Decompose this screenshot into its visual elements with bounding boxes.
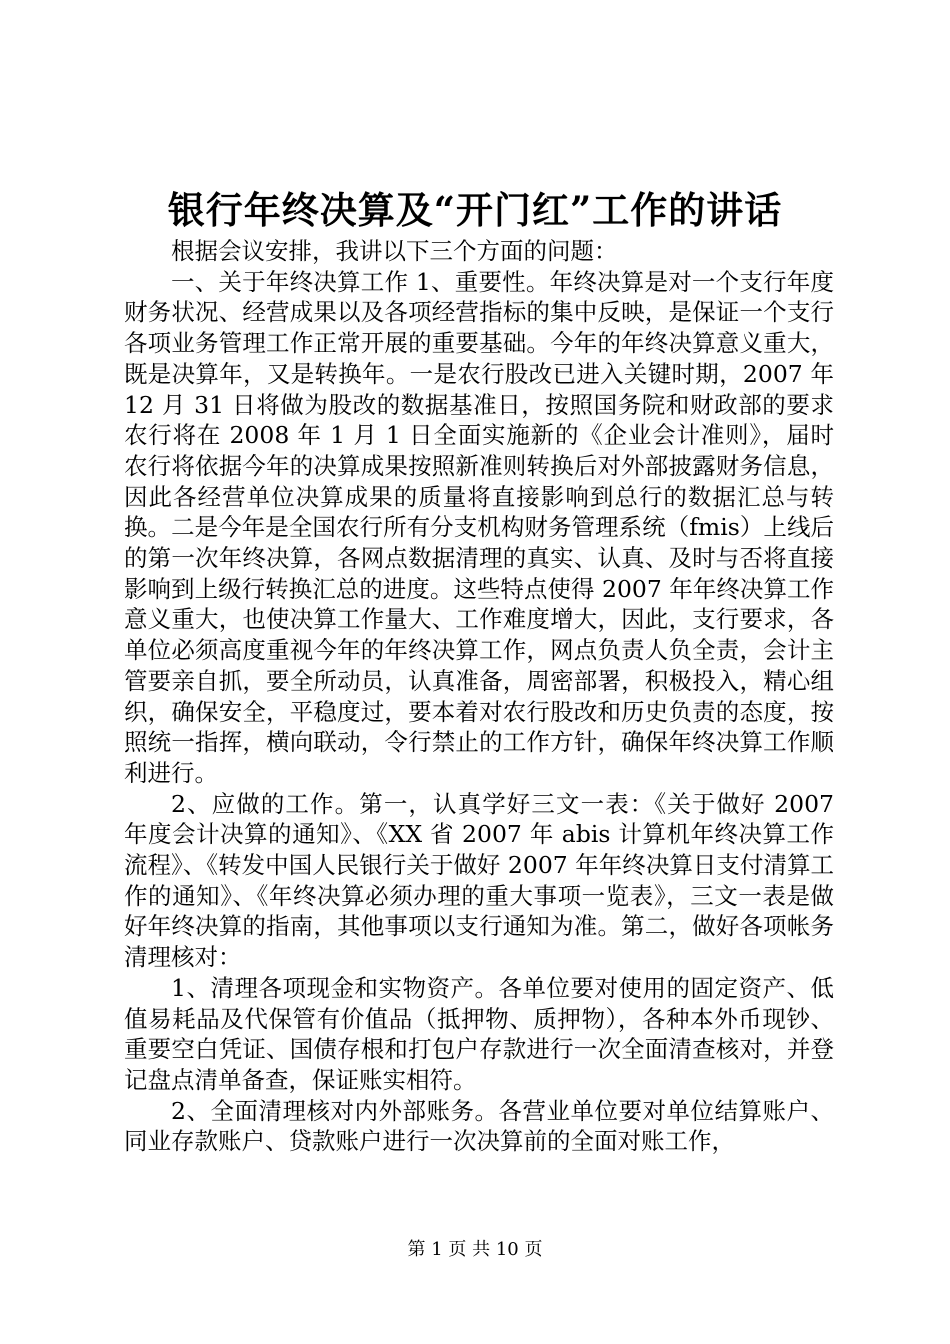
document-body	[124, 236, 834, 1157]
paragraph-item-2: 2、全面清理核对内外部账务。各营业单位要对单位结算账户、同业存款账户、贷款账户进行一次决算前的全面对账工作，	[124, 1096, 834, 1156]
document-title: 银行年终决算及“开门红”工作的讲话	[167, 188, 783, 232]
paragraph-section-1: 一、关于年终决算工作 1、重要性。年终决算是对一个支行年度财务状况、经营成果以及各项经营指标的集中反映，是保证一个支行各项业务管理工作正常开展的重要基础。今年的年终决算意义重大，既是决算年，又是转换年。一是农行股改已进入关键时期，2007 年 12 月 31 日将做为股改的数据基准日，按照国务院和财政部的要求农行将在 2008 年 1 月 1 日全面实施新的《企业会计准则》，届时农行将依据今年的决算成果按照新准则转换后对外部披露财务信息，因此各经营单位决算成果的质量将直接影响到总行的数据汇总与转换。二是今年是全国农行所有分支机构财务管理系统（fmis）上线后的第一次年终决算，各网点数据清理的真实、认真、及时与否将直接影响到上级行转换汇总的进度。这些特点使得 2007 年年终决算工作意义重大，也使决算工作量大、工作难度增大，因此，支行要求，各单位必须高度重视今年的年终决算工作，网点负责人负全责，会计主管要亲自抓，要全所动员，认真准备，周密部署，积极投入，精心组织，确保安全，平稳度过，要本着对农行股改和历史负责的态度，按照统一指挥，横向联动，令行禁止的工作方针，确保年终决算工作顺利进行。	[124, 267, 834, 787]
paragraph-item-1: 1、清理各项现金和实物资产。各单位要对使用的固定资产、低值易耗品及代保管有价值品（抵押物、质押物），各种本外币现钞、重要空白凭证、国债存根和打包户存款进行一次全面清查核对，并登记盘点清单备查，保证账实相符。	[124, 973, 834, 1094]
paragraph-section-2: 2、应做的工作。第一，认真学好三文一表：《关于做好 2007 年度会计决算的通知》、《XX 省 2007 年 abis 计算机年终决算工作流程》、《转发中国人民银行关于做好 2007 年年终决算日支付清算工作的通知》、《年终决算必须办理的重大事项一览表》，三文一表是做好年终决算的指南，其他事项以支行通知为准。第二，做好各项帐务清理核对：	[124, 789, 834, 972]
page-footer: 第 1 页 共 10 页	[407, 1239, 543, 1260]
paragraph-intro: 根据会议安排，我讲以下三个方面的问题：	[171, 237, 618, 265]
